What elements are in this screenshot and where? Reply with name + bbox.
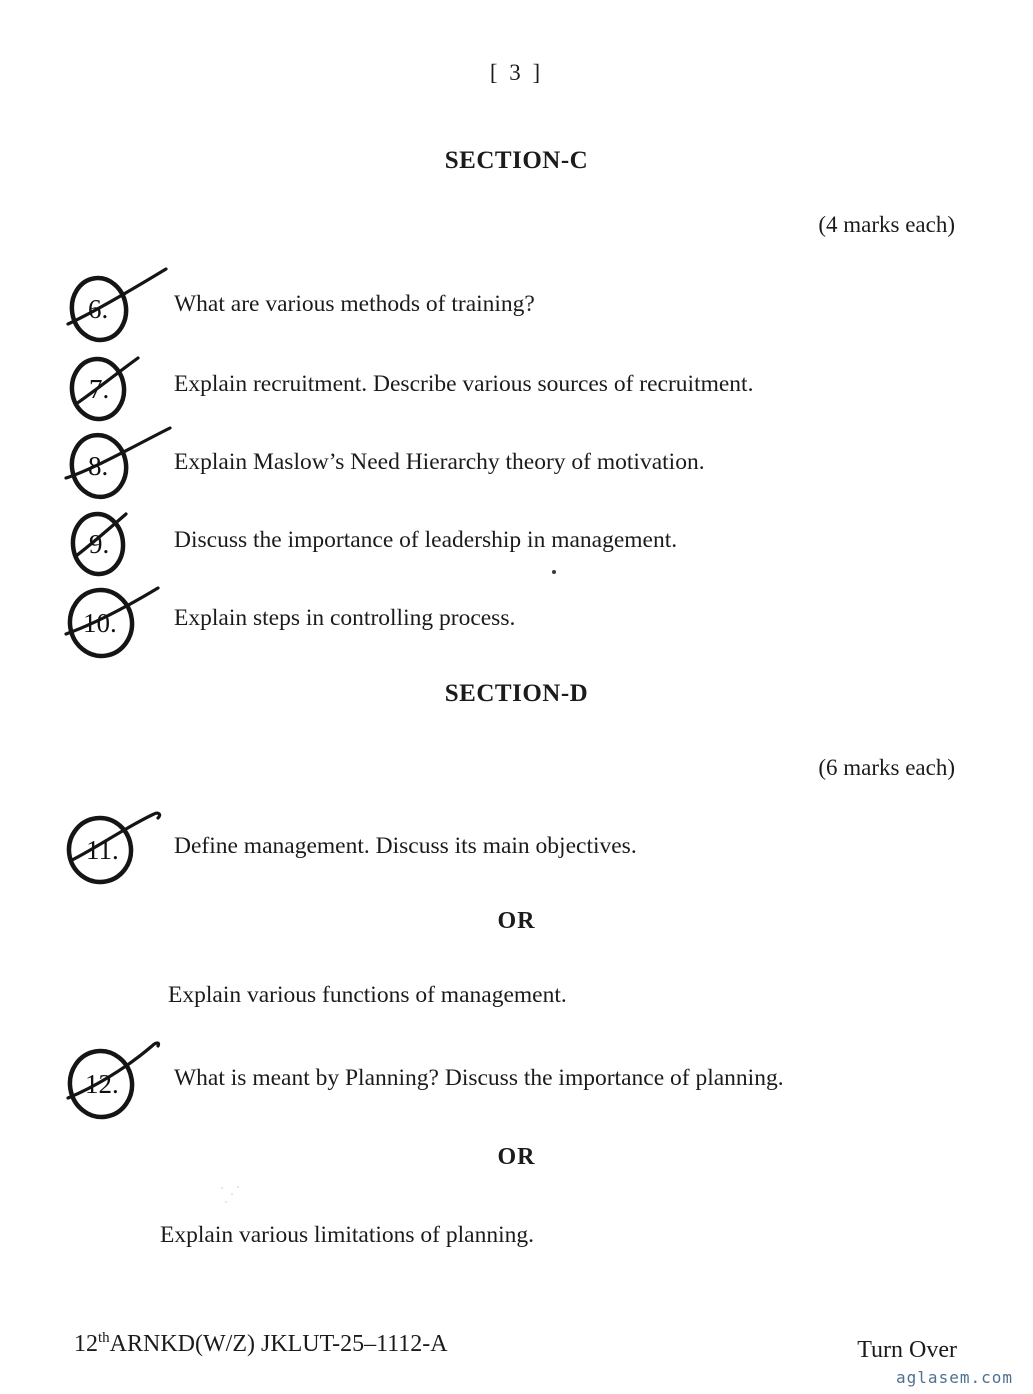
circle-tick-mark-icon	[62, 576, 174, 660]
question-row-12	[62, 1036, 784, 1120]
question-text: What is meant by Planning? Discuss the importance of planning.	[174, 1064, 784, 1091]
question-row-11	[62, 804, 637, 888]
or-separator-2: OR	[497, 1144, 536, 1170]
page-number: [ 3 ]	[489, 60, 544, 85]
circled-question-number-12	[62, 1036, 174, 1120]
question-text: Explain Maslow’s Need Hierarchy theory of motivation.	[174, 448, 705, 475]
section-d-marks-note: (6 marks each)	[818, 755, 955, 780]
stray-ink-dot	[552, 570, 556, 574]
section-d-title: SECTION-D	[444, 680, 589, 707]
question-11-alternative: Explain various functions of management.	[168, 982, 567, 1008]
circled-question-number-8	[62, 420, 174, 504]
question-text: Explain recruitment. Describe various sources of recruitment.	[174, 370, 754, 397]
svg-text:7.: 7.	[89, 374, 110, 404]
paper-code-rest: ARNKD(W/Z) JKLUT-25–1112-A	[109, 1331, 448, 1357]
circled-question-number-7	[62, 342, 174, 426]
circle-tick-mark-icon	[62, 262, 174, 346]
section-c-title: SECTION-C	[444, 147, 589, 174]
question-text: Explain steps in controlling process.	[174, 604, 516, 631]
question-row-7	[62, 342, 753, 426]
pencil-smudge-mark	[214, 1182, 248, 1208]
paper-code	[74, 1330, 448, 1358]
circle-tick-mark-icon	[62, 1036, 174, 1120]
circled-question-number-9	[62, 498, 174, 582]
question-text: What are various methods of training?	[174, 290, 535, 317]
question-12-alternative: Explain various limitations of planning.	[160, 1222, 534, 1248]
circled-question-number-11	[62, 804, 174, 888]
or-separator-1: OR	[497, 908, 536, 934]
question-row-10	[62, 576, 515, 660]
watermark-text: aglasem.com	[896, 1368, 1013, 1387]
circled-question-number-10	[62, 576, 174, 660]
paper-code-prefix: 12	[74, 1331, 98, 1357]
svg-text:11.: 11.	[86, 835, 119, 865]
section-c-marks-note: (4 marks each)	[818, 212, 955, 237]
paper-code-superscript: th	[98, 1330, 110, 1346]
svg-text:6.: 6.	[88, 294, 109, 324]
svg-text:12.: 12.	[85, 1069, 119, 1099]
question-text: Discuss the importance of leadership in management.	[174, 526, 678, 553]
question-row-6	[62, 262, 535, 346]
svg-text:10.: 10.	[83, 608, 117, 638]
svg-text:8.: 8.	[88, 451, 109, 481]
question-text: Define management. Discuss its main objectives.	[174, 832, 637, 859]
svg-text:9.: 9.	[89, 529, 110, 559]
circle-tick-mark-icon	[62, 420, 174, 504]
turn-over-label: Turn Over	[857, 1337, 957, 1363]
circled-question-number-6	[62, 262, 174, 346]
circle-tick-mark-icon	[62, 342, 174, 426]
question-row-9	[62, 498, 677, 582]
circle-tick-mark-icon	[62, 804, 174, 888]
question-row-8	[62, 420, 705, 504]
circle-tick-mark-icon	[62, 498, 174, 582]
